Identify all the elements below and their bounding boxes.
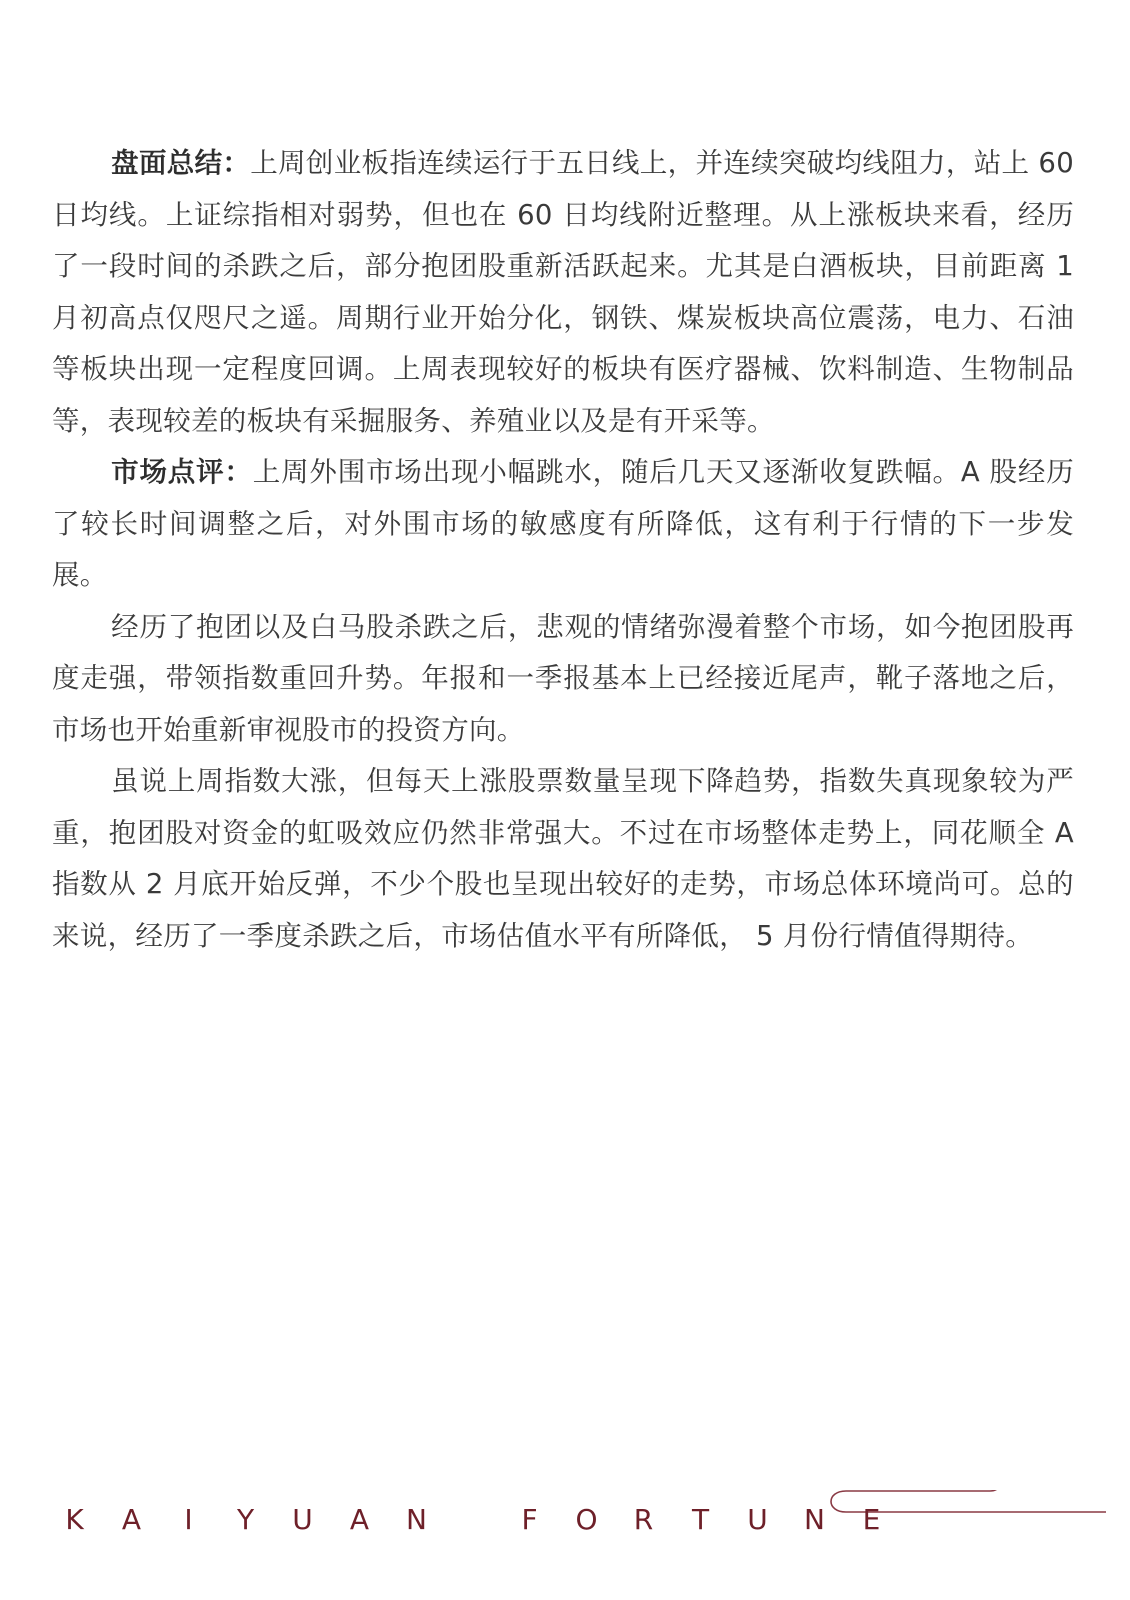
brand-letter: E [862, 1502, 881, 1536]
paragraph-lead: 盘面总结： [111, 147, 251, 179]
brand-letter: I [184, 1502, 193, 1536]
page-footer [0, 1490, 1130, 1560]
paragraph-lead: 市场点评： [111, 456, 253, 488]
paragraph-body [52, 756, 1074, 962]
brand-letter: U [747, 1502, 768, 1536]
paragraph-body [52, 602, 1074, 757]
brand-letter: N [406, 1502, 427, 1536]
paragraph-text: 经历了抱团以及白马股杀跌之后，悲观的情绪弥漫着整个市场，如今抱团股再度走强，带领指数重回升势。年报和一季报基本上已经接近尾声，靴子落地之后，市场也开始重新审视股市的投资方向。 [52, 610, 1074, 746]
brand-wordmark [46, 1502, 900, 1536]
brand-letter: A [121, 1502, 142, 1536]
brand-letter: K [65, 1502, 84, 1536]
brand-letter: O [575, 1502, 598, 1536]
brand-letter: F [521, 1502, 538, 1536]
paragraph-text: 上周外围市场出现小幅跳水，随后几天又逐渐收复跌幅。A 股经历了较长时间调整之后，对外围市场的敏感度有所降低，这有利于行情的下一步发展。 [52, 456, 1074, 591]
brand-letter: T [691, 1502, 710, 1536]
brand-letter: A [349, 1502, 370, 1536]
paragraph-text: 上周创业板指连续运行于五日线上，并连续突破均线阻力，站上 60 日均线。上证综指相对弱势，但也在 60 日均线附近整理。从上涨板块来看，经历了一段时间的杀跌之后，部分抱团股重新活跃起来。尤其是白酒板块，目前距离 1 月初高点仅咫尺之遥。周期行业开始分化，钢铁、煤炭板块高位震荡，电力、石油等板块出现一定程度回调。上周表现较好的板块有医疗器械、饮料制造、生物制品等，表现较差的板块有采掘服务、养殖业以及是有开采等。 [52, 147, 1075, 437]
paragraph-market-comment [52, 447, 1074, 602]
brand-letter: U [292, 1502, 313, 1536]
brand-letter: N [804, 1502, 825, 1536]
paragraph-text: 虽说上周指数大涨，但每天上涨股票数量呈现下降趋势，指数失真现象较为严重，抱团股对资金的虹吸效应仍然非常强大。不过在市场整体走势上，同花顺全 A 指数从 2 月底开始反弹，不少个股也呈现出较好的走势，市场总体环境尚可。总的来说，经历了一季度杀跌之后，市场估值水平有所降低， 5 月份行情值得期待。 [52, 765, 1074, 952]
brand-letter: R [633, 1502, 654, 1536]
paragraph-summary [52, 138, 1074, 447]
article-body [52, 138, 1074, 962]
brand-letter: Y [236, 1502, 255, 1536]
